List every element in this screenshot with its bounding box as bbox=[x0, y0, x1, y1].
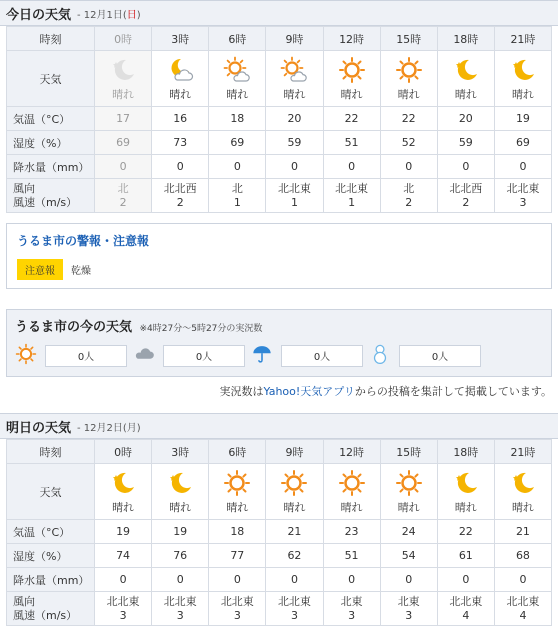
humidity-cell: 76 bbox=[152, 544, 209, 568]
humidity-cell: 54 bbox=[380, 544, 437, 568]
wind-direction: 北北西 bbox=[449, 181, 483, 195]
weather-cell bbox=[323, 51, 380, 107]
time-cell: 15時 bbox=[380, 27, 437, 51]
precipitation-cell: 0 bbox=[323, 155, 380, 179]
time-cell: 9時 bbox=[266, 440, 323, 464]
precipitation-cell: 0 bbox=[266, 568, 323, 592]
humidity-cell: 59 bbox=[266, 131, 323, 155]
humidity-label: 湿度（%） bbox=[7, 544, 95, 568]
condition-text: 晴れ bbox=[454, 87, 477, 101]
wind-cell bbox=[266, 592, 323, 626]
time-cell: 0時 bbox=[95, 27, 152, 51]
time-cell: 12時 bbox=[323, 27, 380, 51]
humidity-cell: 74 bbox=[95, 544, 152, 568]
weather-cell bbox=[266, 464, 323, 520]
temperature-cell: 20 bbox=[437, 107, 494, 131]
wind-direction: 北北西 bbox=[163, 181, 197, 195]
current-weather-box bbox=[6, 309, 552, 377]
wind-speed: 2 bbox=[176, 195, 184, 209]
wind-cell bbox=[380, 179, 437, 213]
warning-title[interactable]: うるま市の警報・注意報 bbox=[17, 234, 150, 248]
precipitation-cell: 0 bbox=[209, 568, 266, 592]
wind-label: 風向 風速（m/s） bbox=[7, 592, 95, 626]
report-count: 0人 bbox=[45, 345, 127, 367]
warning-text: 乾燥 bbox=[71, 266, 91, 277]
weather-label: 天気 bbox=[7, 51, 95, 107]
current-report-item bbox=[369, 343, 487, 368]
snowman-icon bbox=[369, 343, 391, 368]
condition-text: 晴れ bbox=[283, 500, 306, 514]
precipitation-cell: 0 bbox=[437, 155, 494, 179]
weather-cell bbox=[209, 51, 266, 107]
moon-icon bbox=[509, 469, 537, 497]
wind-cell bbox=[494, 179, 551, 213]
precipitation-cell: 0 bbox=[152, 155, 209, 179]
wind-speed: 3 bbox=[405, 608, 413, 622]
wind-speed: 4 bbox=[462, 608, 470, 622]
sun-icon bbox=[395, 469, 423, 497]
condition-text: 晴れ bbox=[454, 500, 477, 514]
weather-cell bbox=[152, 464, 209, 520]
report-count: 0人 bbox=[281, 345, 363, 367]
wind-direction: 北 bbox=[231, 181, 243, 195]
condition-text: 晴れ bbox=[169, 500, 192, 514]
weather-cell bbox=[95, 464, 152, 520]
current-weather-footnote: 実況数はYahoo!天気アプリからの投稿を集計して掲載しています。 bbox=[219, 385, 552, 398]
temperature-cell: 19 bbox=[95, 520, 152, 544]
today-date: - 12月1日(日) bbox=[77, 9, 141, 21]
weather-cell bbox=[266, 51, 323, 107]
wind-direction: 北北東 bbox=[506, 594, 540, 608]
current-weather-note: ※4時27分〜5時27分の実況数 bbox=[139, 324, 263, 334]
wind-speed: 4 bbox=[519, 608, 527, 622]
today-header bbox=[0, 0, 558, 26]
precipitation-cell: 0 bbox=[95, 568, 152, 592]
wind-speed: 3 bbox=[119, 608, 127, 622]
condition-text: 晴れ bbox=[397, 87, 420, 101]
wind-cell bbox=[209, 179, 266, 213]
today-forecast-table bbox=[6, 26, 552, 213]
warning-badge: 注意報 bbox=[17, 259, 63, 280]
wind-direction: 北北東 bbox=[277, 181, 311, 195]
sun-icon bbox=[395, 56, 423, 84]
today-title: 今日の天気 bbox=[6, 7, 72, 23]
moon-icon bbox=[509, 56, 537, 84]
wind-direction: 北東 bbox=[340, 594, 363, 608]
temperature-cell: 19 bbox=[494, 107, 551, 131]
time-cell: 0時 bbox=[95, 440, 152, 464]
weather-cell bbox=[323, 464, 380, 520]
wind-speed: 2 bbox=[405, 195, 413, 209]
humidity-cell: 69 bbox=[95, 131, 152, 155]
sun-icon bbox=[338, 469, 366, 497]
humidity-label: 湿度（%） bbox=[7, 131, 95, 155]
wind-speed: 2 bbox=[462, 195, 470, 209]
wind-direction: 北 bbox=[117, 181, 129, 195]
sun-icon bbox=[223, 469, 251, 497]
temperature-label: 気温（°C） bbox=[7, 520, 95, 544]
precipitation-cell: 0 bbox=[380, 155, 437, 179]
wind-direction: 北北東 bbox=[163, 594, 197, 608]
wind-cell bbox=[380, 592, 437, 626]
temperature-cell: 21 bbox=[266, 520, 323, 544]
humidity-cell: 52 bbox=[380, 131, 437, 155]
wind-speed: 3 bbox=[176, 608, 184, 622]
precipitation-cell: 0 bbox=[323, 568, 380, 592]
wind-direction: 北北東 bbox=[335, 181, 369, 195]
humidity-cell: 51 bbox=[323, 544, 380, 568]
condition-text: 晴れ bbox=[169, 87, 192, 101]
humidity-cell: 61 bbox=[437, 544, 494, 568]
wind-cell bbox=[266, 179, 323, 213]
sun-cloud-icon bbox=[223, 56, 251, 84]
time-cell: 18時 bbox=[437, 27, 494, 51]
humidity-cell: 77 bbox=[209, 544, 266, 568]
wind-direction: 北北東 bbox=[277, 594, 311, 608]
moon-icon bbox=[452, 56, 480, 84]
moon-cloud-icon bbox=[166, 56, 194, 84]
temperature-cell: 24 bbox=[380, 520, 437, 544]
precipitation-cell: 0 bbox=[494, 568, 551, 592]
wind-cell bbox=[437, 179, 494, 213]
moon-icon bbox=[452, 469, 480, 497]
wind-direction: 北北東 bbox=[220, 594, 254, 608]
weather-cell bbox=[95, 51, 152, 107]
precipitation-cell: 0 bbox=[152, 568, 209, 592]
warning-box bbox=[6, 223, 552, 289]
weather-cell bbox=[494, 464, 551, 520]
condition-text: 晴れ bbox=[226, 500, 249, 514]
wind-speed: 3 bbox=[233, 608, 241, 622]
temperature-cell: 18 bbox=[209, 107, 266, 131]
precipitation-cell: 0 bbox=[380, 568, 437, 592]
temperature-cell: 20 bbox=[266, 107, 323, 131]
current-weather-title: うるま市の今の天気 bbox=[15, 320, 133, 335]
tomorrow-forecast-table bbox=[6, 439, 552, 626]
condition-text: 晴れ bbox=[112, 87, 135, 101]
temperature-cell: 22 bbox=[323, 107, 380, 131]
time-cell: 18時 bbox=[437, 440, 494, 464]
tomorrow-title: 明日の天気 bbox=[6, 420, 72, 436]
wind-speed: 3 bbox=[290, 608, 298, 622]
report-count: 0人 bbox=[399, 345, 481, 367]
moon-icon bbox=[166, 469, 194, 497]
wind-direction: 北北東 bbox=[449, 594, 483, 608]
temperature-cell: 21 bbox=[494, 520, 551, 544]
condition-text: 晴れ bbox=[340, 87, 363, 101]
precipitation-label: 降水量（mm） bbox=[7, 155, 95, 179]
time-label: 時刻 bbox=[7, 440, 95, 464]
wind-speed: 1 bbox=[348, 195, 356, 209]
wind-cell bbox=[494, 592, 551, 626]
condition-text: 晴れ bbox=[226, 87, 249, 101]
wind-cell bbox=[323, 592, 380, 626]
wind-cell bbox=[95, 592, 152, 626]
tomorrow-header bbox=[0, 413, 558, 439]
current-report-item bbox=[133, 343, 251, 368]
weather-cell bbox=[209, 464, 266, 520]
wind-direction: 北 bbox=[403, 181, 415, 195]
time-cell: 3時 bbox=[152, 440, 209, 464]
weather-cell bbox=[437, 464, 494, 520]
humidity-cell: 51 bbox=[323, 131, 380, 155]
wind-direction: 北北東 bbox=[506, 181, 540, 195]
weather-cell bbox=[380, 51, 437, 107]
wind-speed: 1 bbox=[233, 195, 241, 209]
sun-icon bbox=[338, 56, 366, 84]
temperature-cell: 23 bbox=[323, 520, 380, 544]
umbrella-icon bbox=[251, 343, 273, 368]
moon-icon bbox=[109, 56, 137, 84]
time-cell: 21時 bbox=[494, 27, 551, 51]
temperature-label: 気温（°C） bbox=[7, 107, 95, 131]
wind-cell bbox=[437, 592, 494, 626]
humidity-cell: 59 bbox=[437, 131, 494, 155]
weather-label: 天気 bbox=[7, 464, 95, 520]
weather-cell bbox=[494, 51, 551, 107]
wind-direction: 北北東 bbox=[106, 594, 140, 608]
precipitation-cell: 0 bbox=[266, 155, 323, 179]
time-cell: 3時 bbox=[152, 27, 209, 51]
sun-icon bbox=[280, 469, 308, 497]
humidity-cell: 69 bbox=[209, 131, 266, 155]
temperature-cell: 16 bbox=[152, 107, 209, 131]
wind-speed: 2 bbox=[119, 195, 127, 209]
temperature-cell: 18 bbox=[209, 520, 266, 544]
wind-speed: 1 bbox=[290, 195, 298, 209]
time-cell: 9時 bbox=[266, 27, 323, 51]
temperature-cell: 19 bbox=[152, 520, 209, 544]
wind-cell bbox=[209, 592, 266, 626]
time-cell: 6時 bbox=[209, 27, 266, 51]
report-count: 0人 bbox=[163, 345, 245, 367]
sun-icon bbox=[15, 343, 37, 368]
precipitation-label: 降水量（mm） bbox=[7, 568, 95, 592]
weather-cell bbox=[152, 51, 209, 107]
current-report-item bbox=[15, 343, 133, 368]
condition-text: 晴れ bbox=[112, 500, 135, 514]
time-label: 時刻 bbox=[7, 27, 95, 51]
yahoo-weather-app-link[interactable]: Yahoo!天気アプリ bbox=[263, 385, 355, 398]
wind-cell bbox=[152, 179, 209, 213]
time-cell: 21時 bbox=[494, 440, 551, 464]
current-report-item bbox=[251, 343, 369, 368]
wind-speed: 3 bbox=[348, 608, 356, 622]
wind-cell bbox=[95, 179, 152, 213]
condition-text: 晴れ bbox=[511, 87, 534, 101]
humidity-cell: 68 bbox=[494, 544, 551, 568]
precipitation-cell: 0 bbox=[494, 155, 551, 179]
precipitation-cell: 0 bbox=[209, 155, 266, 179]
wind-direction: 北東 bbox=[397, 594, 420, 608]
wind-label: 風向 風速（m/s） bbox=[7, 179, 95, 213]
temperature-cell: 17 bbox=[95, 107, 152, 131]
weather-cell bbox=[437, 51, 494, 107]
wind-speed: 3 bbox=[519, 195, 527, 209]
time-cell: 15時 bbox=[380, 440, 437, 464]
humidity-cell: 73 bbox=[152, 131, 209, 155]
condition-text: 晴れ bbox=[397, 500, 420, 514]
precipitation-cell: 0 bbox=[437, 568, 494, 592]
cloud-icon bbox=[133, 343, 155, 368]
time-cell: 6時 bbox=[209, 440, 266, 464]
temperature-cell: 22 bbox=[380, 107, 437, 131]
precipitation-cell: 0 bbox=[95, 155, 152, 179]
tomorrow-date: - 12月2日(月) bbox=[77, 422, 141, 434]
condition-text: 晴れ bbox=[340, 500, 363, 514]
weather-cell bbox=[380, 464, 437, 520]
wind-cell bbox=[323, 179, 380, 213]
sun-cloud-icon bbox=[280, 56, 308, 84]
time-cell: 12時 bbox=[323, 440, 380, 464]
moon-icon bbox=[109, 469, 137, 497]
humidity-cell: 69 bbox=[494, 131, 551, 155]
condition-text: 晴れ bbox=[283, 87, 306, 101]
condition-text: 晴れ bbox=[511, 500, 534, 514]
temperature-cell: 22 bbox=[437, 520, 494, 544]
humidity-cell: 62 bbox=[266, 544, 323, 568]
wind-cell bbox=[152, 592, 209, 626]
